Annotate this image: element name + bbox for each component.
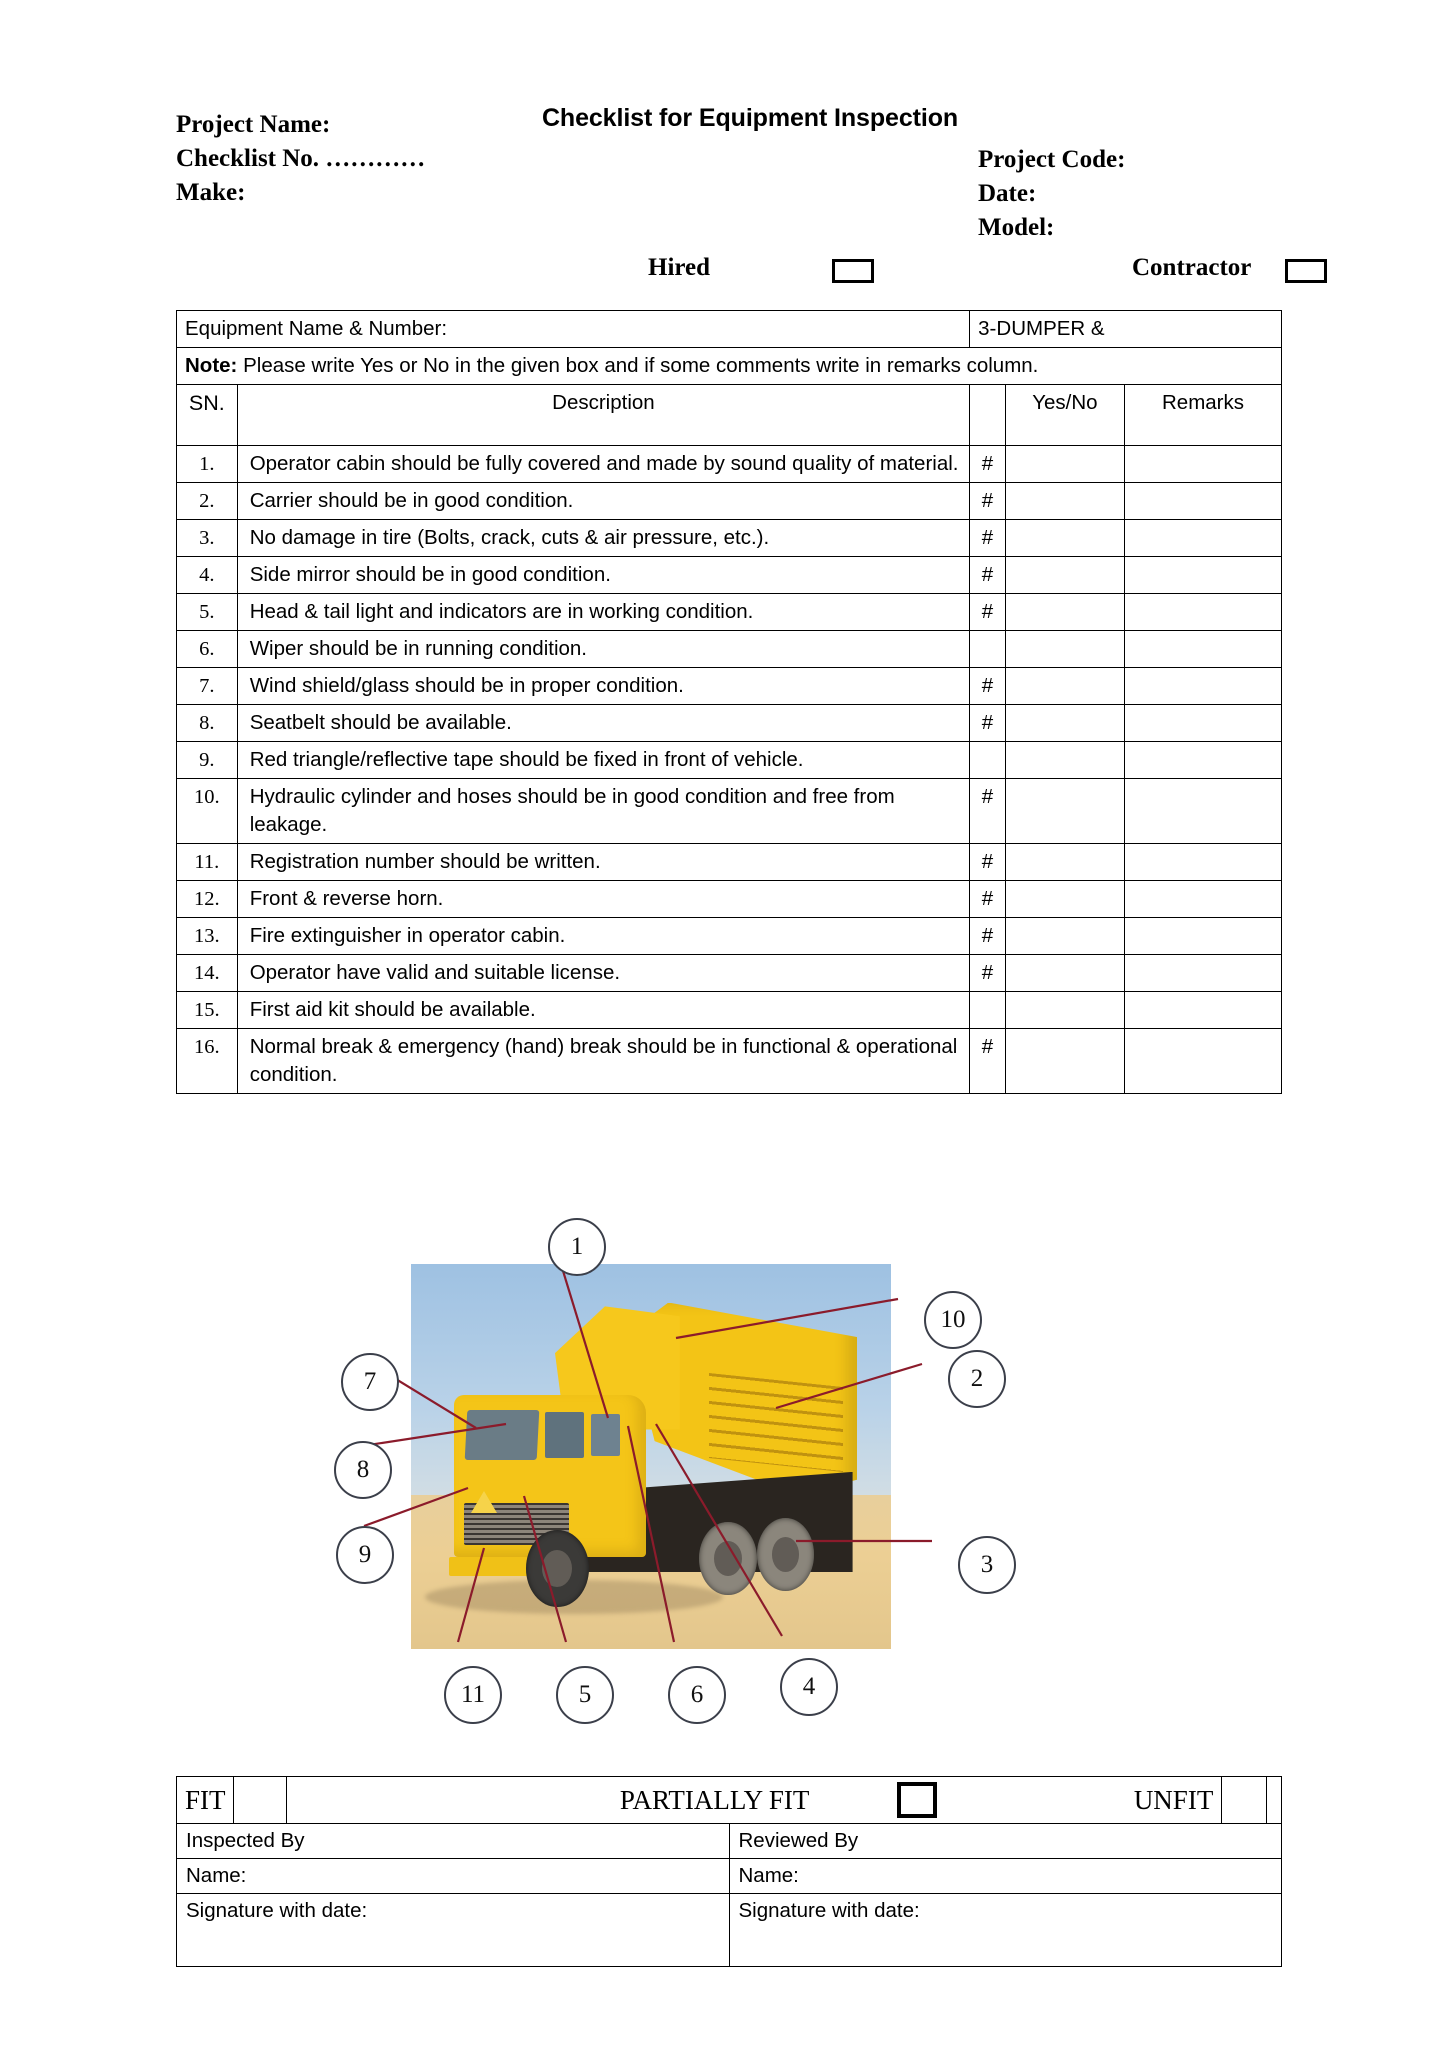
contractor-label: Contractor (1132, 254, 1252, 281)
signoff-table (176, 1823, 1282, 1967)
table-row (177, 705, 1282, 742)
table-row (177, 779, 1282, 844)
row-hash-marker: # (970, 520, 1006, 557)
row-yesno-field[interactable] (1005, 992, 1124, 1029)
row-remarks-field[interactable] (1125, 557, 1282, 594)
equipment-name-value[interactable] (970, 311, 1282, 348)
table-row (177, 918, 1282, 955)
callout-number-3: 3 (958, 1536, 1016, 1594)
row-yesno-field[interactable] (1005, 668, 1124, 705)
row-remarks-field[interactable] (1125, 594, 1282, 631)
callout-number-9: 9 (336, 1526, 394, 1584)
document-footer (176, 1776, 1282, 1967)
table-row (177, 557, 1282, 594)
fit-label: FIT (177, 1777, 234, 1824)
row-description: Registration number should be written. (237, 844, 969, 881)
equipment-ownership-row (0, 254, 1448, 298)
row-sn: 3. (177, 520, 238, 557)
row-description: Normal break & emergency (hand) break should be in functional & operational condition. (237, 1029, 969, 1094)
reviewer-name-field[interactable]: Name: (729, 1858, 1282, 1893)
row-description: Fire extinguisher in operator cabin. (237, 918, 969, 955)
truck-bed-ribs (709, 1372, 843, 1471)
note-lead: Note: (185, 354, 238, 377)
row-description: Seatbelt should be available. (237, 705, 969, 742)
callout-number-6: 6 (668, 1666, 726, 1724)
callout-number-10: 10 (924, 1291, 982, 1349)
row-description: Wind shield/glass should be in proper condition. (237, 668, 969, 705)
truck-front-wheel (526, 1530, 588, 1607)
row-remarks-field[interactable] (1125, 1029, 1282, 1094)
row-hash-marker: # (970, 557, 1006, 594)
table-row (177, 483, 1282, 520)
row-description: Operator have valid and suitable license. (237, 955, 969, 992)
row-hash-marker: # (970, 668, 1006, 705)
row-hash-marker (970, 992, 1006, 1029)
table-row (177, 742, 1282, 779)
page-title: Checklist for Equipment Inspection (541, 104, 959, 132)
row-description: Head & tail light and indicators are in working condition. (237, 594, 969, 631)
row-remarks-field[interactable] (1125, 992, 1282, 1029)
table-row (177, 631, 1282, 668)
table-row (177, 881, 1282, 918)
callout-number-2: 2 (948, 1350, 1006, 1408)
note-row (177, 348, 1282, 385)
truck-rear-window (591, 1414, 620, 1456)
hired-checkbox[interactable] (832, 259, 874, 283)
reviewer-signature-field[interactable]: Signature with date: (729, 1893, 1282, 1966)
row-yesno-field[interactable] (1005, 955, 1124, 992)
dumper-truck-photo (411, 1264, 891, 1649)
row-remarks-field[interactable] (1125, 668, 1282, 705)
note-cell (177, 348, 1282, 385)
row-hash-marker: # (970, 881, 1006, 918)
row-remarks-field[interactable] (1125, 520, 1282, 557)
row-sn: 16. (177, 1029, 238, 1094)
row-sn: 6. (177, 631, 238, 668)
equipment-name-label: Equipment Name & Number: (177, 311, 970, 348)
row-hash-marker (970, 742, 1006, 779)
row-hash-marker: # (970, 446, 1006, 483)
signoff-name-row (177, 1858, 1282, 1893)
row-remarks-field[interactable] (1125, 779, 1282, 844)
table-row (177, 520, 1282, 557)
partially-fit-label: PARTIALLY FIT (619, 1784, 810, 1815)
table-row (177, 1029, 1282, 1094)
row-yesno-field[interactable] (1005, 520, 1124, 557)
row-sn: 13. (177, 918, 238, 955)
unfit-label: UNFIT (1133, 1784, 1214, 1815)
callout-number-8: 8 (334, 1441, 392, 1499)
row-sn: 8. (177, 705, 238, 742)
row-hash-marker: # (970, 779, 1006, 844)
checklist-table (176, 310, 1282, 1094)
row-yesno-field[interactable] (1005, 631, 1124, 668)
row-yesno-field[interactable] (1005, 1029, 1124, 1094)
row-yesno-field[interactable] (1005, 779, 1124, 844)
row-description: Hydraulic cylinder and hoses should be in good condition and free from leakage. (237, 779, 969, 844)
callout-number-7: 7 (341, 1353, 399, 1411)
row-yesno-field[interactable] (1005, 483, 1124, 520)
callout-number-5: 5 (556, 1666, 614, 1724)
fitness-row (177, 1777, 1282, 1824)
callout-number-11: 11 (444, 1666, 502, 1724)
equipment-name-row (177, 311, 1282, 348)
equipment-name-suffix: & (1085, 317, 1105, 340)
truck-figure (176, 1196, 1282, 1756)
header-right-fields (978, 143, 1125, 245)
row-remarks-field[interactable] (1125, 881, 1282, 918)
row-sn: 10. (177, 779, 238, 844)
table-header-row (177, 385, 1282, 446)
row-yesno-field[interactable] (1005, 742, 1124, 779)
fit-checkbox-cell[interactable] (234, 1777, 287, 1824)
callout-number-4: 4 (780, 1658, 838, 1716)
row-remarks-field[interactable] (1125, 483, 1282, 520)
row-yesno-field[interactable] (1005, 594, 1124, 631)
column-header-description: Description (237, 385, 969, 446)
reviewed-by-label: Reviewed By (729, 1823, 1282, 1858)
row-remarks-field[interactable] (1125, 705, 1282, 742)
checklist-no-label: Checklist No. ………… (176, 145, 426, 172)
table-row (177, 992, 1282, 1029)
row-hash-marker (970, 631, 1006, 668)
row-remarks-field[interactable] (1125, 844, 1282, 881)
row-hash-marker: # (970, 918, 1006, 955)
row-sn: 7. (177, 668, 238, 705)
row-hash-marker: # (970, 955, 1006, 992)
table-row (177, 594, 1282, 631)
row-yesno-field[interactable] (1005, 557, 1124, 594)
inspector-signature-field[interactable]: Signature with date: (177, 1893, 730, 1966)
model-label: Model: (978, 214, 1055, 241)
project-code-label: Project Code: (978, 146, 1126, 173)
fitness-table (176, 1776, 1282, 1824)
row-remarks-field[interactable] (1125, 955, 1282, 992)
row-sn: 15. (177, 992, 238, 1029)
row-remarks-field[interactable] (1125, 742, 1282, 779)
row-remarks-field[interactable] (1125, 446, 1282, 483)
hired-label: Hired (648, 254, 711, 281)
row-description: No damage in tire (Bolts, crack, cuts & air pressure, etc.). (237, 520, 969, 557)
make-label: Make: (176, 179, 246, 206)
checklist-sheet (176, 310, 1282, 1094)
inspector-name-field[interactable]: Name: (177, 1858, 730, 1893)
project-name-label: Project Name: (176, 111, 331, 138)
truck-windshield (465, 1410, 540, 1460)
row-description: Wiper should be in running condition. (237, 631, 969, 668)
table-row (177, 668, 1282, 705)
row-sn: 12. (177, 881, 238, 918)
date-label: Date: (978, 180, 1037, 207)
column-header-sn: SN. (177, 385, 238, 446)
unfit-checkbox-cell[interactable] (1222, 1777, 1266, 1824)
row-sn: 14. (177, 955, 238, 992)
row-hash-marker: # (970, 483, 1006, 520)
inspected-by-label: Inspected By (177, 1823, 730, 1858)
table-row (177, 844, 1282, 881)
document-header (0, 0, 1448, 241)
table-row (177, 955, 1282, 992)
table-row (177, 446, 1282, 483)
truck-rear-wheel-2 (757, 1518, 815, 1591)
row-sn: 5. (177, 594, 238, 631)
row-hash-marker: # (970, 844, 1006, 881)
signoff-signature-row (177, 1893, 1282, 1966)
row-sn: 9. (177, 742, 238, 779)
row-description: Carrier should be in good condition. (237, 483, 969, 520)
row-remarks-field[interactable] (1125, 918, 1282, 955)
truck-rear-wheel-1 (699, 1522, 757, 1595)
row-description: Red triangle/reflective tape should be fixed in front of vehicle. (237, 742, 969, 779)
header-left-fields (176, 108, 425, 210)
partially-fit-checkbox[interactable] (897, 1782, 937, 1818)
row-yesno-field[interactable] (1005, 918, 1124, 955)
contractor-checkbox[interactable] (1285, 259, 1327, 283)
row-sn: 4. (177, 557, 238, 594)
callout-number-1: 1 (548, 1218, 606, 1276)
equipment-name-text: 3-DUMPER (978, 317, 1086, 340)
trailing-narrow-cell (1266, 1777, 1282, 1824)
column-header-remarks: Remarks (1125, 385, 1282, 446)
row-description: Front & reverse horn. (237, 881, 969, 918)
row-yesno-field[interactable] (1005, 705, 1124, 742)
partially-fit-cell (287, 1777, 1222, 1824)
truck-side-window (545, 1412, 583, 1458)
row-description: Operator cabin should be fully covered and made by sound quality of material. (237, 446, 969, 483)
row-hash-marker: # (970, 705, 1006, 742)
row-remarks-field[interactable] (1125, 631, 1282, 668)
row-sn: 11. (177, 844, 238, 881)
row-yesno-field[interactable] (1005, 881, 1124, 918)
row-description: First aid kit should be available. (237, 992, 969, 1029)
checklist-table-body (177, 446, 1282, 1094)
note-text: Please write Yes or No in the given box and if some comments write in remarks column. (237, 354, 1039, 377)
row-sn: 1. (177, 446, 238, 483)
row-sn: 2. (177, 483, 238, 520)
reflective-triangle-icon (471, 1491, 497, 1513)
column-header-hash (970, 385, 1006, 446)
row-yesno-field[interactable] (1005, 446, 1124, 483)
row-yesno-field[interactable] (1005, 844, 1124, 881)
row-hash-marker: # (970, 594, 1006, 631)
column-header-yesno: Yes/No (1005, 385, 1124, 446)
row-description: Side mirror should be in good condition. (237, 557, 969, 594)
signoff-role-row (177, 1823, 1282, 1858)
row-hash-marker: # (970, 1029, 1006, 1094)
